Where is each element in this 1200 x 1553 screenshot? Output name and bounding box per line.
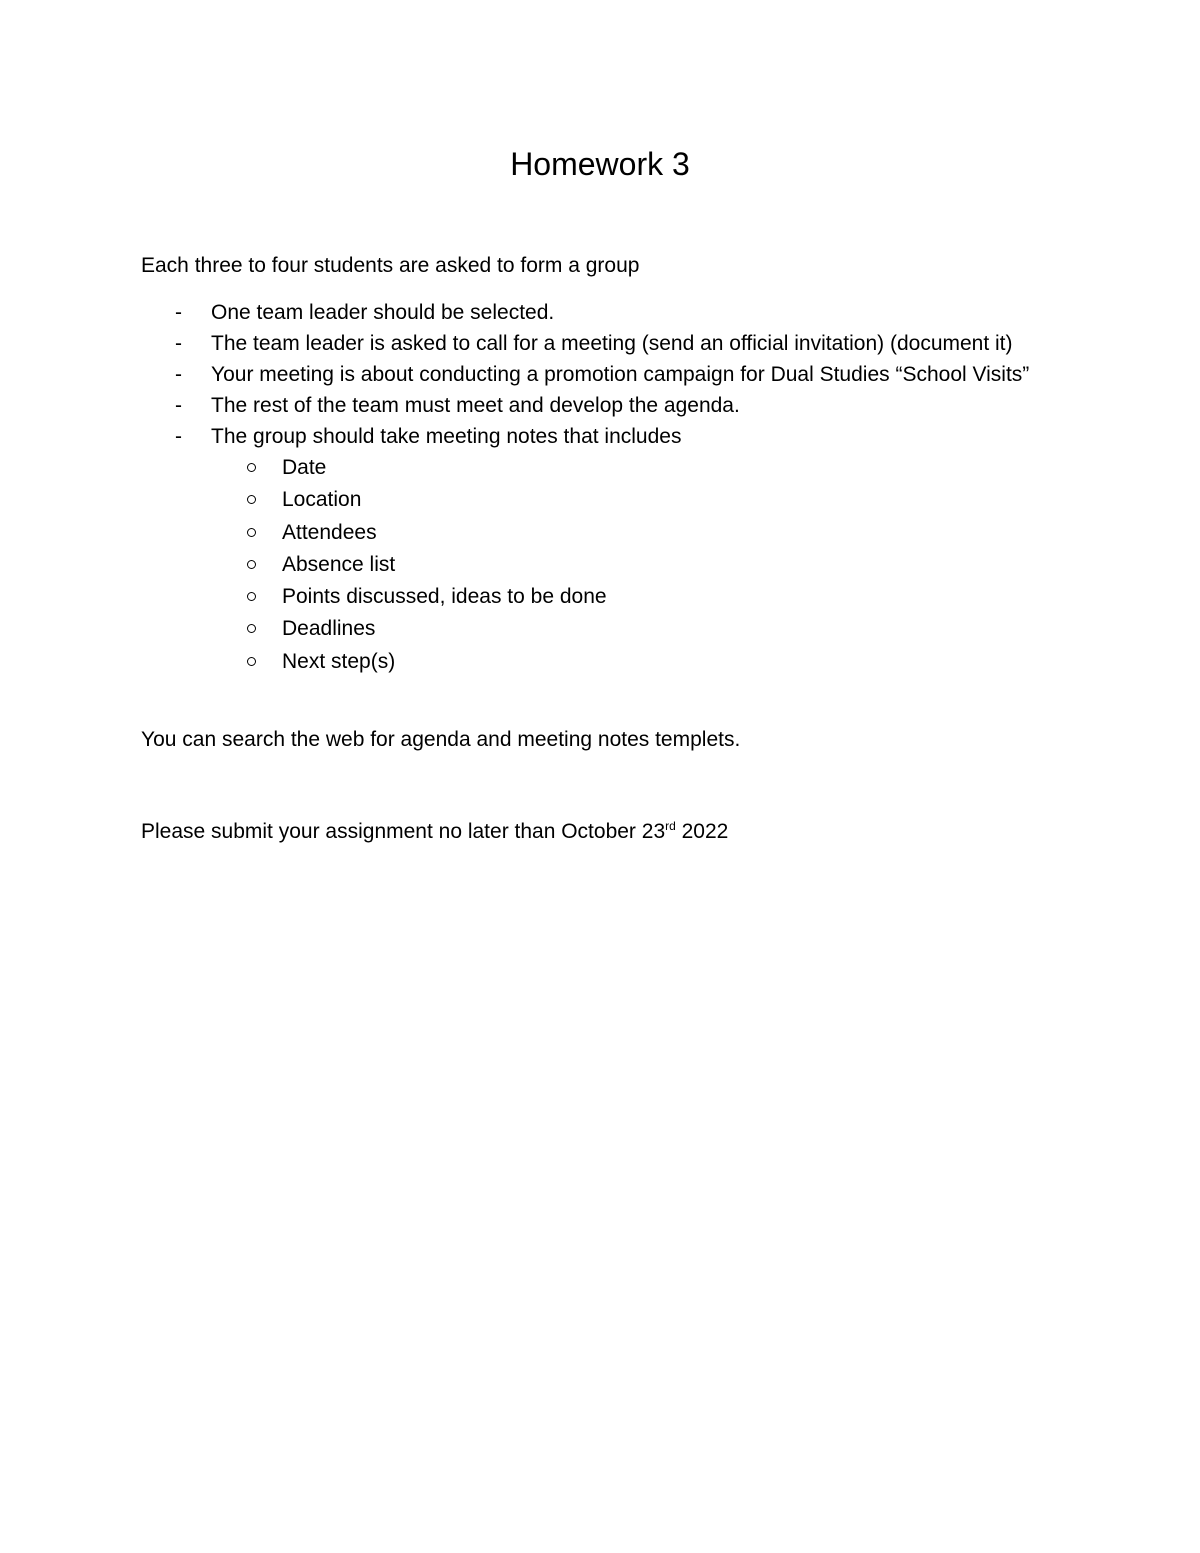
document-title: Homework 3 xyxy=(510,146,690,182)
dash-bullet: - xyxy=(175,394,182,417)
meeting-notes-text: Next step(s) xyxy=(282,649,396,673)
task-text: The rest of the team must meet and develop the agenda. xyxy=(211,394,740,417)
deadline-paragraph xyxy=(141,818,728,846)
deadline-ordinal-suffix: rd xyxy=(665,819,676,833)
circle-bullet-icon xyxy=(247,624,256,633)
dash-bullet: - xyxy=(175,332,182,355)
deadline-prefix: Please submit your assignment no later than October 23 xyxy=(141,820,666,843)
meeting-notes-text: Date xyxy=(282,456,327,479)
dash-bullet: - xyxy=(175,301,182,324)
circle-bullet-icon xyxy=(247,592,256,601)
intro-paragraph: Each three to four students are asked to form a group xyxy=(141,254,640,277)
task-text: One team leader should be selected. xyxy=(211,301,555,324)
meeting-notes-text: Attendees xyxy=(282,520,377,544)
dash-bullet: - xyxy=(175,425,182,448)
task-text: The team leader is asked to call for a meeting (send an official invitation) (document it) xyxy=(211,332,1013,355)
search-note-paragraph: You can search the web for agenda and meeting notes templets. xyxy=(141,728,741,751)
deadline-year: 2022 xyxy=(675,820,729,843)
circle-bullet-icon xyxy=(247,657,256,666)
meeting-notes-text: Points discussed, ideas to be done xyxy=(282,585,607,609)
meeting-notes-text: Location xyxy=(282,488,362,512)
circle-bullet-icon xyxy=(247,528,256,537)
task-text: The group should take meeting notes that includes xyxy=(211,425,682,448)
dash-bullet: - xyxy=(175,363,182,386)
circle-bullet-icon xyxy=(247,495,256,504)
circle-bullet-icon xyxy=(247,560,256,569)
meeting-notes-text: Absence list xyxy=(282,552,396,576)
task-text: Your meeting is about conducting a promotion campaign for Dual Studies “School Visits” xyxy=(211,363,1030,386)
meeting-notes-text: Deadlines xyxy=(282,617,376,641)
circle-bullet-icon xyxy=(247,463,256,472)
